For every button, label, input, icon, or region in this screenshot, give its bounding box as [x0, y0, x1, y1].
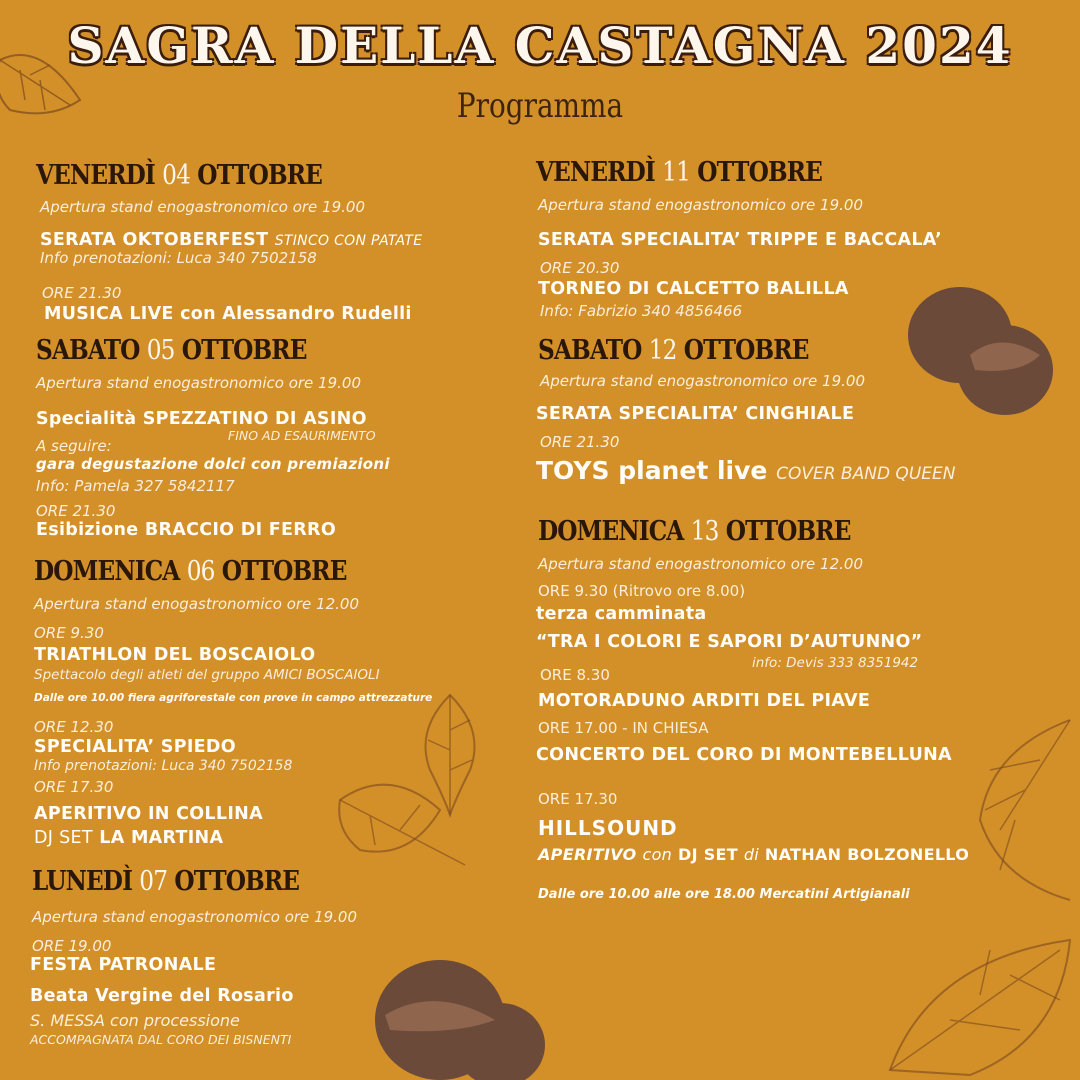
event-note: A seguire: — [36, 437, 112, 455]
page-subtitle: Programma — [456, 86, 624, 126]
event-title: Beata Vergine del Rosario — [30, 986, 294, 1006]
booking-info: Info: Fabrizio 340 4856466 — [540, 302, 743, 320]
booking-info: Info: Pamela 327 5842117 — [36, 477, 235, 495]
chestnut-icon — [900, 275, 1060, 420]
day-heading: VENERDÌ 04 OTTOBRE — [36, 160, 323, 191]
event-time: ORE 21.30 — [42, 284, 122, 302]
event-title: APERITIVO IN COLLINA — [34, 804, 263, 824]
page-title: SAGRA DELLA CASTAGNA 2024 — [67, 16, 1013, 75]
event-title: “TRA I COLORI E SAPORI D’AUTUNNO” — [536, 632, 923, 652]
event-time: ORE 9.30 (Ritrovo ore 8.00) — [538, 582, 746, 600]
event-title: MOTORADUNO ARDITI DEL PIAVE — [538, 691, 871, 711]
event-note: Dalle ore 10.00 fiera agriforestale con prove in campo attrezzature — [34, 692, 433, 704]
event-time: ORE 21.30 — [540, 433, 620, 451]
event-title: TOYS planet live COVER BAND QUEEN — [536, 456, 956, 485]
event-title: HILLSOUND — [538, 816, 678, 840]
leaf-icon — [970, 710, 1080, 910]
booking-info: Info prenotazioni: Luca 340 7502158 — [40, 249, 317, 267]
event-note: ACCOMPAGNATA DAL CORO DEI BISNENTI — [30, 1032, 292, 1047]
day-heading: VENERDÌ 11 OTTOBRE — [536, 157, 823, 188]
day-heading: SABATO 05 OTTOBRE — [36, 335, 307, 366]
chestnut-icon — [365, 945, 550, 1080]
event-title: CONCERTO DEL CORO DI MONTEBELLUNA — [536, 745, 952, 765]
opening-time: Apertura stand enogastronomico ore 19.00 — [32, 908, 357, 926]
event-title: SERATA SPECIALITA’ CINGHIALE — [536, 404, 855, 424]
opening-time: Apertura stand enogastronomico ore 19.00 — [538, 196, 863, 214]
event-time: ORE 12.30 — [34, 718, 114, 736]
event-title: FESTA PATRONALE — [30, 955, 217, 975]
event-title: APERITIVO con DJ SET di NATHAN BOLZONELLO — [538, 845, 970, 864]
event-note: Spettacolo degli atleti del gruppo AMICI BOSCAIOLI — [34, 667, 380, 683]
event-time: ORE 20.30 — [540, 259, 620, 277]
event-note: Dalle ore 10.00 alle ore 18.00 Mercatini Artigianali — [538, 887, 910, 902]
leaf-icon — [330, 770, 470, 870]
event-title: TRIATHLON DEL BOSCAIOLO — [34, 645, 316, 665]
booking-info: Info prenotazioni: Luca 340 7502158 — [34, 758, 293, 774]
event-time: ORE 17.30 — [34, 778, 114, 796]
day-heading: DOMENICA 13 OTTOBRE — [538, 516, 851, 547]
event-title: SERATA SPECIALITA’ TRIPPE E BACCALA’ — [538, 230, 942, 250]
event-title: gara degustazione dolci con premiazioni — [36, 455, 390, 473]
event-title: terza camminata — [536, 604, 707, 624]
event-time: ORE 17.30 — [538, 790, 618, 808]
event-time: ORE 17.00 - IN CHIESA — [538, 719, 709, 737]
event-title: SPECIALITA’ SPIEDO — [34, 737, 236, 757]
event-title: DJ SET LA MARTINA — [34, 828, 224, 848]
availability-note: FINO AD ESAURIMENTO — [228, 428, 376, 443]
day-heading: DOMENICA 06 OTTOBRE — [34, 556, 347, 587]
opening-time: Apertura stand enogastronomico ore 19.00 — [36, 374, 361, 392]
leaf-icon — [870, 920, 1080, 1080]
event-time: ORE 8.30 — [540, 666, 610, 684]
event-title: MUSICA LIVE con Alessandro Rudelli — [44, 304, 412, 324]
event-title: TORNEO DI CALCETTO BALILLA — [538, 279, 849, 299]
opening-time: Apertura stand enogastronomico ore 19.00 — [40, 198, 365, 216]
opening-time: Apertura stand enogastronomico ore 12.00 — [538, 555, 863, 573]
day-heading: LUNEDÌ 07 OTTOBRE — [32, 866, 300, 897]
event-note: S. MESSA con processione — [30, 1011, 240, 1030]
event-time: ORE 9.30 — [34, 624, 104, 642]
opening-time: Apertura stand enogastronomico ore 19.00 — [540, 372, 865, 390]
event-title: Specialità SPEZZATINO DI ASINO — [36, 409, 367, 429]
opening-time: Apertura stand enogastronomico ore 12.00 — [34, 595, 359, 613]
event-title: SERATA OKTOBERFEST STINCO CON PATATE — [40, 230, 423, 250]
event-title: Esibizione BRACCIO DI FERRO — [36, 520, 337, 540]
event-time: ORE 19.00 — [32, 937, 112, 955]
day-heading: SABATO 12 OTTOBRE — [538, 335, 809, 366]
booking-info: info: Devis 333 8351942 — [752, 655, 919, 671]
event-time: ORE 21.30 — [36, 502, 116, 520]
